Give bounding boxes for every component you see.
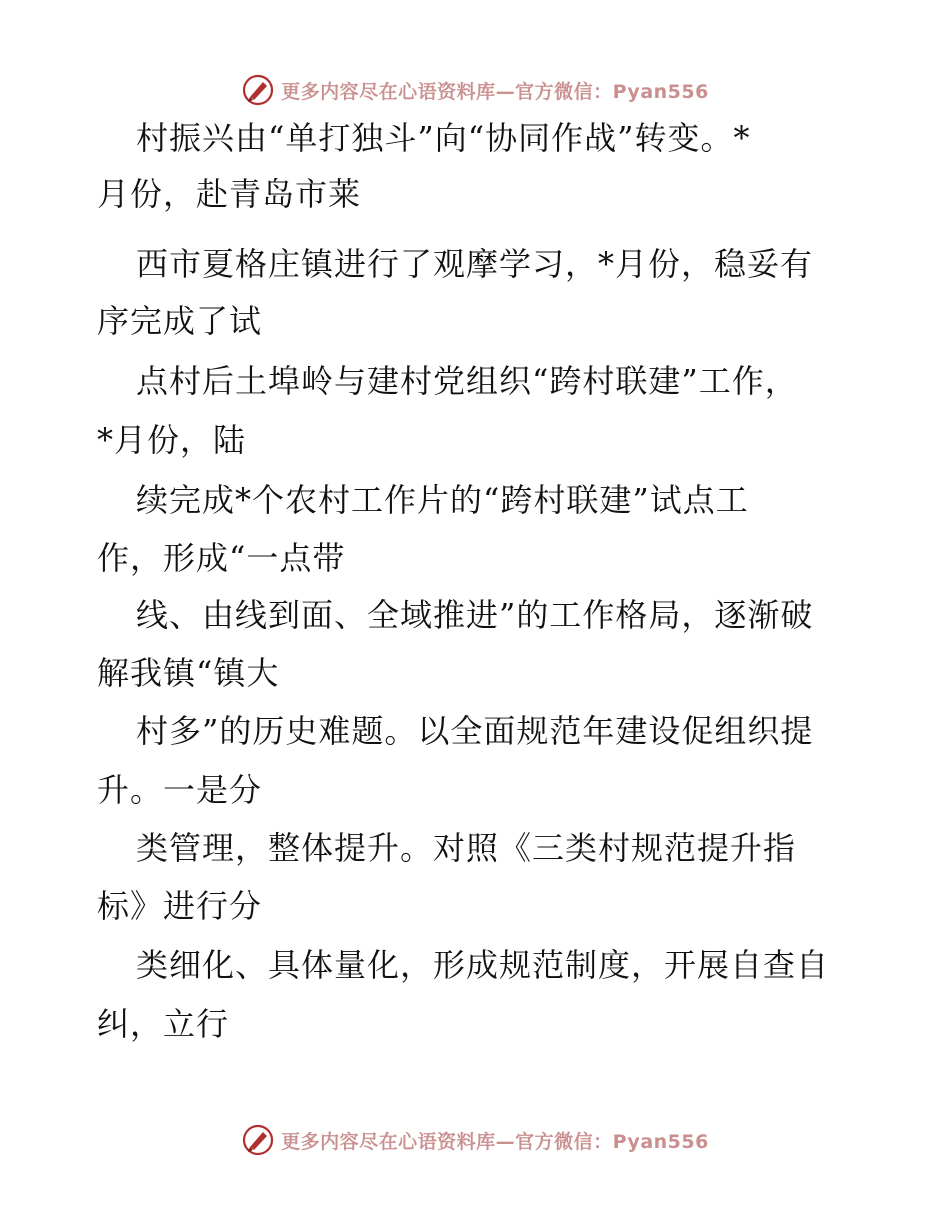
- text-line: 线、由线到面、全域推进”的工作格局，逐渐破: [136, 596, 814, 634]
- text-line: 类细化、具体量化，形成规范制度，开展自查自: [136, 946, 830, 984]
- text-line: 作，形成“一点带: [97, 539, 346, 577]
- text-line: 类管理，整体提升。对照《三类村规范提升指: [136, 829, 797, 867]
- text-line: 续完成*个农村工作片的“跨村联建”试点工: [136, 481, 749, 519]
- text-line: 村振兴由“单打独斗”向“协同作战”转变。*: [136, 119, 751, 157]
- text-line: 解我镇“镇大: [97, 654, 280, 692]
- page-footer-watermark: [0, 1120, 950, 1160]
- pen-logo-icon: [241, 1123, 275, 1157]
- text-line: 月份，赴青岛市莱: [97, 175, 362, 213]
- page-header-watermark: [0, 70, 950, 110]
- text-line: 升。一是分: [97, 771, 263, 809]
- text-line: *月份，陆: [97, 421, 247, 459]
- text-line: 点村后土埠岭与建村党组织“跨村联建”工作，: [136, 362, 798, 400]
- watermark-text: 更多内容尽在心语资料库—官方微信：Pyan556: [281, 80, 709, 103]
- text-line: 纠，立行: [97, 1005, 230, 1043]
- text-line: 村多”的历史难题。以全面规范年建设促组织提: [136, 712, 814, 750]
- text-line: 序完成了试: [97, 302, 263, 340]
- text-line: 西市夏格庄镇进行了观摩学习，*月份，稳妥有: [136, 245, 814, 283]
- text-line: 标》进行分: [97, 887, 263, 925]
- pen-logo-icon: [241, 73, 275, 107]
- watermark-text: 更多内容尽在心语资料库—官方微信：Pyan556: [281, 1130, 709, 1153]
